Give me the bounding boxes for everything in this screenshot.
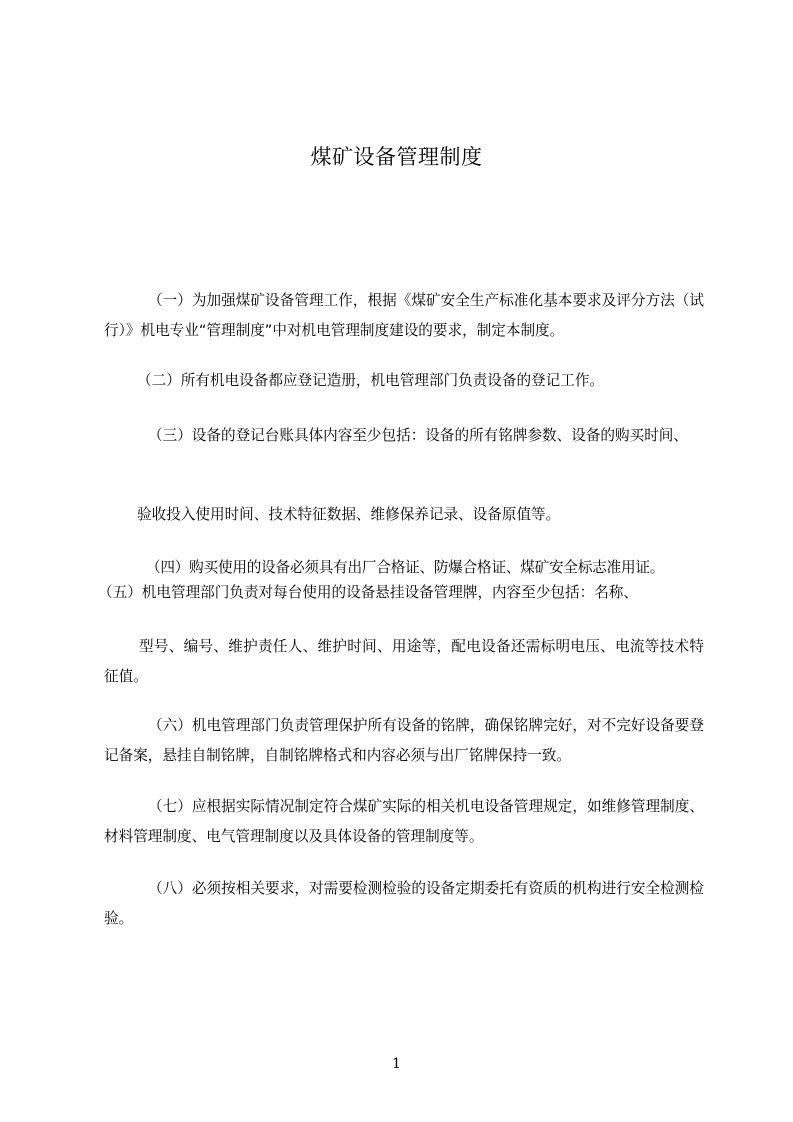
paragraph-8: （六）机电管理部门负责管理保护所有设备的铭牌，确保铭牌完好，对不完好设备要登记备案，悬挂自制铭牌，自制铭牌格式和内容必须与出厂铭牌保持一致。 <box>104 717 704 764</box>
paragraph-9: （七）应根据实际情况制定符合煤矿实际的相关机电设备管理规定，如维修管理制度、材料管理制度、电气管理制度以及具体设备的管理制度等。 <box>104 798 704 845</box>
paragraph-6: （五）机电管理部门负责对每台使用的设备悬挂设备管理牌，内容至少包括：名称、 <box>98 584 638 601</box>
paragraph-7: 型号、编号、维护责任人、维护时间、用途等，配电设备还需标明电压、电流等技术特征值。 <box>104 638 704 685</box>
paragraph-2: （二）所有机电设备都应登记造册，机电管理部门负责设备的登记工作。 <box>137 372 605 389</box>
paragraph-1: （一）为加强煤矿设备管理工作，根据《煤矿安全生产标准化基本要求及评分方法（试行）》机电专业“管理制度”中对机电管理制度建设的要求，制定本制度。 <box>104 292 704 339</box>
paragraph-3: （三）设备的登记台账具体内容至少包括：设备的所有铭牌参数、设备的购买时间、 <box>148 427 688 444</box>
paragraph-4: 验收投入使用时间、技术特征数据、维修保养记录、设备原值等。 <box>137 506 561 523</box>
paragraph-5: （四）购买使用的设备必须具有出厂合格证、防爆合格证、煤矿安全标志准用证。 <box>146 559 665 576</box>
document-title: 煤矿设备管理制度 <box>310 145 483 169</box>
paragraph-10: （八）必须按相关要求，对需要检测检验的设备定期委托有资质的机构进行安全检测检验。 <box>104 880 704 927</box>
page-number: 1 <box>392 1056 401 1072</box>
